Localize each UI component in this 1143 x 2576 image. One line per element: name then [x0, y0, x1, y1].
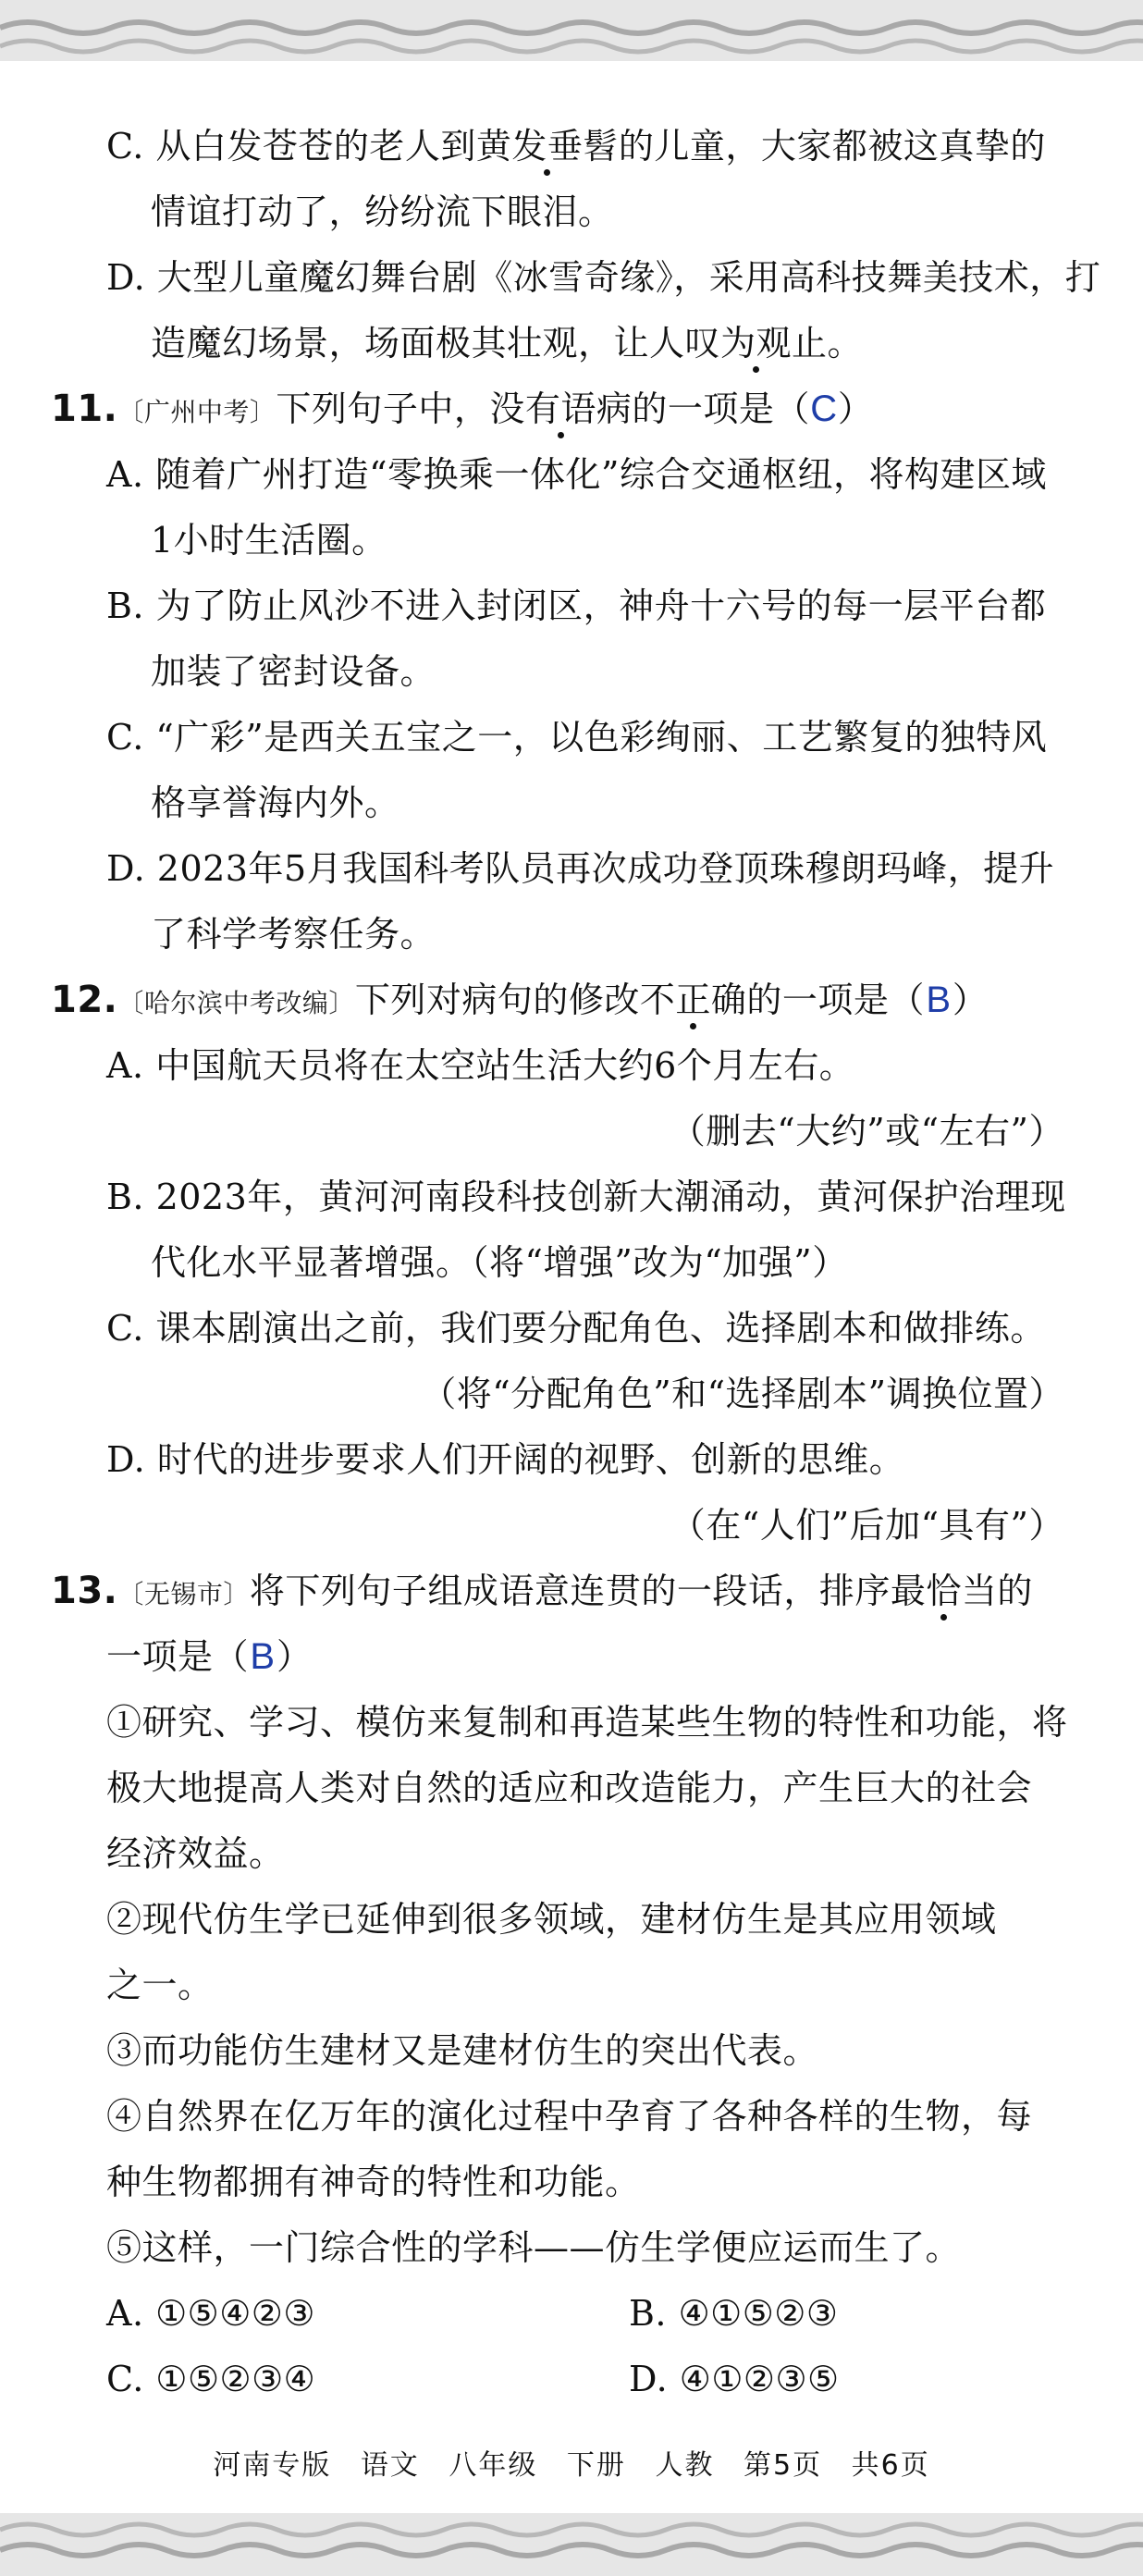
q13-sentence-1-line3: 经济效益。 [106, 1833, 285, 1874]
q12-option-c-fix: （将“分配角色”和“选择剧本”调换位置） [421, 1374, 1064, 1414]
question-number: 11. [51, 388, 118, 430]
footer-volume: 下册 [566, 2449, 626, 2482]
top-decorative-band [0, 0, 1143, 78]
q13-sentence-2-line2: 之一。 [106, 1965, 214, 2005]
q11-option-b-line1: B. 为了防止风沙不进入封闭区，神舟十六号的每一层平台都 [106, 585, 1047, 626]
source-tag: 〔无锡市〕 [117, 1579, 250, 1609]
answer-mark: B [250, 1636, 276, 1677]
dotted-emphasis: 黄发垂髫 [475, 126, 619, 166]
q13-stem-line2: 一项是（B） [106, 1636, 313, 1677]
q12-option-c: C. 课本剧演出之前，我们要分配角色、选择剧本和做排练。 [106, 1308, 1046, 1349]
q12-stem: 12.〔哈尔滨中考改编〕下列对病句的修改不正确的一项是（B） [51, 979, 989, 1021]
q12-option-a-fix: （删去“大约”或“左右”） [670, 1111, 1064, 1152]
q10-option-c-line1: C. 从白发苍苍的老人到黄发垂髫的儿童，大家都被这真挚的 [106, 126, 1046, 166]
footer-grade: 八年级 [449, 2449, 538, 2482]
q13-sentence-1-line2: 极大地提高人类对自然的适应和改造能力，产生巨大的社会 [106, 1768, 1033, 1808]
q12-option-d: D. 时代的进步要求人们开阔的视野、创新的思维。 [106, 1439, 905, 1480]
q11-option-c-line2: 格享誉海内外。 [151, 783, 400, 823]
answer-mark: C [810, 388, 838, 429]
q13-sentence-5: ⑤这样，一门综合性的学科——仿生学便应运而生了。 [106, 2227, 962, 2268]
q12-option-d-fix: （在“人们”后加“具有”） [670, 1505, 1064, 1546]
q10-option-c-line2: 情谊打动了，纷纷流下眼泪。 [151, 191, 614, 232]
footer-edition: 河南专版 [213, 2449, 332, 2482]
q13-sentence-1-line1: ①研究、学习、模仿来复制和再造某些生物的特性和功能，将 [106, 1702, 1068, 1743]
answer-mark: B [926, 980, 952, 1020]
dotted-emphasis: 叹为观止 [684, 323, 828, 364]
q13-option-d: D. ④①②③⑤ [629, 2359, 840, 2399]
footer-page: 第5页 [744, 2449, 823, 2482]
q11-stem: 11.〔广州中考〕下列句子中，没有语病的一项是（C） [51, 388, 874, 430]
dotted-emphasis: 最恰当 [890, 1571, 998, 1611]
q12-option-b-line1: B. 2023年，黄河河南段科技创新大潮涌动，黄河保护治理现 [106, 1177, 1066, 1217]
dotted-emphasis: 没有语病 [489, 388, 633, 429]
q11-option-a-line2: 1小时生活圈。 [151, 520, 387, 561]
q10-option-d-line1: D. 大型儿童魔幻舞台剧《冰雪奇缘》，采用高科技舞美技术，打 [106, 257, 1101, 298]
q13-option-a: A. ①⑤④②③ [106, 2293, 315, 2334]
bottom-decorative-band [0, 2498, 1143, 2576]
q13-sentence-3: ③而功能仿生建材又是建材仿生的突出代表。 [106, 2030, 819, 2071]
q13-sentence-2-line1: ②现代仿生学已延伸到很多领域，建材仿生是其应用领域 [106, 1899, 997, 1940]
dotted-emphasis: 不正确 [639, 980, 747, 1020]
q11-option-d-line2: 了科学考察任务。 [151, 914, 436, 955]
q11-option-d-line1: D. 2023年5月我国科考队员再次成功登顶珠穆朗玛峰，提升 [106, 848, 1055, 889]
q13-option-c: C. ①⑤②③④ [106, 2359, 316, 2399]
question-number: 13. [51, 1570, 118, 1612]
source-tag: 〔哈尔滨中考改编〕 [117, 988, 355, 1018]
question-number: 12. [51, 979, 118, 1021]
q11-option-b-line2: 加装了密封设备。 [151, 651, 436, 692]
q12-option-a: A. 中国航天员将在太空站生活大约6个月左右。 [106, 1045, 855, 1086]
page-footer [0, 2442, 1143, 2483]
footer-total: 共6页 [851, 2449, 930, 2482]
q11-option-c-line1: C. “广彩”是西关五宝之一，以色彩绚丽、工艺繁复的独特风 [106, 717, 1048, 758]
q10-option-d-line2: 造魔幻场景，场面极其壮观，让人叹为观止。 [151, 323, 864, 364]
q13-option-b: B. ④①⑤②③ [629, 2293, 839, 2334]
footer-subject: 语文 [360, 2449, 420, 2482]
q11-option-a-line1: A. 随着广州打造“零换乘一体化”综合交通枢纽，将构建区域 [106, 454, 1047, 495]
q13-stem-line1: 13.〔无锡市〕将下列句子组成语意连贯的一段话，排序最恰当的 [51, 1570, 1033, 1612]
q12-option-b-line2: 代化水平显著增强。（将“增强”改为“加强”） [151, 1242, 848, 1283]
q13-sentence-4-line1: ④自然界在亿万年的演化过程中孕育了各种各样的生物，每 [106, 2096, 1033, 2137]
q13-sentence-4-line2: 种生物都拥有神奇的特性和功能。 [106, 2162, 641, 2202]
source-tag: 〔广州中考〕 [117, 397, 277, 427]
footer-publisher: 人教 [655, 2449, 715, 2482]
